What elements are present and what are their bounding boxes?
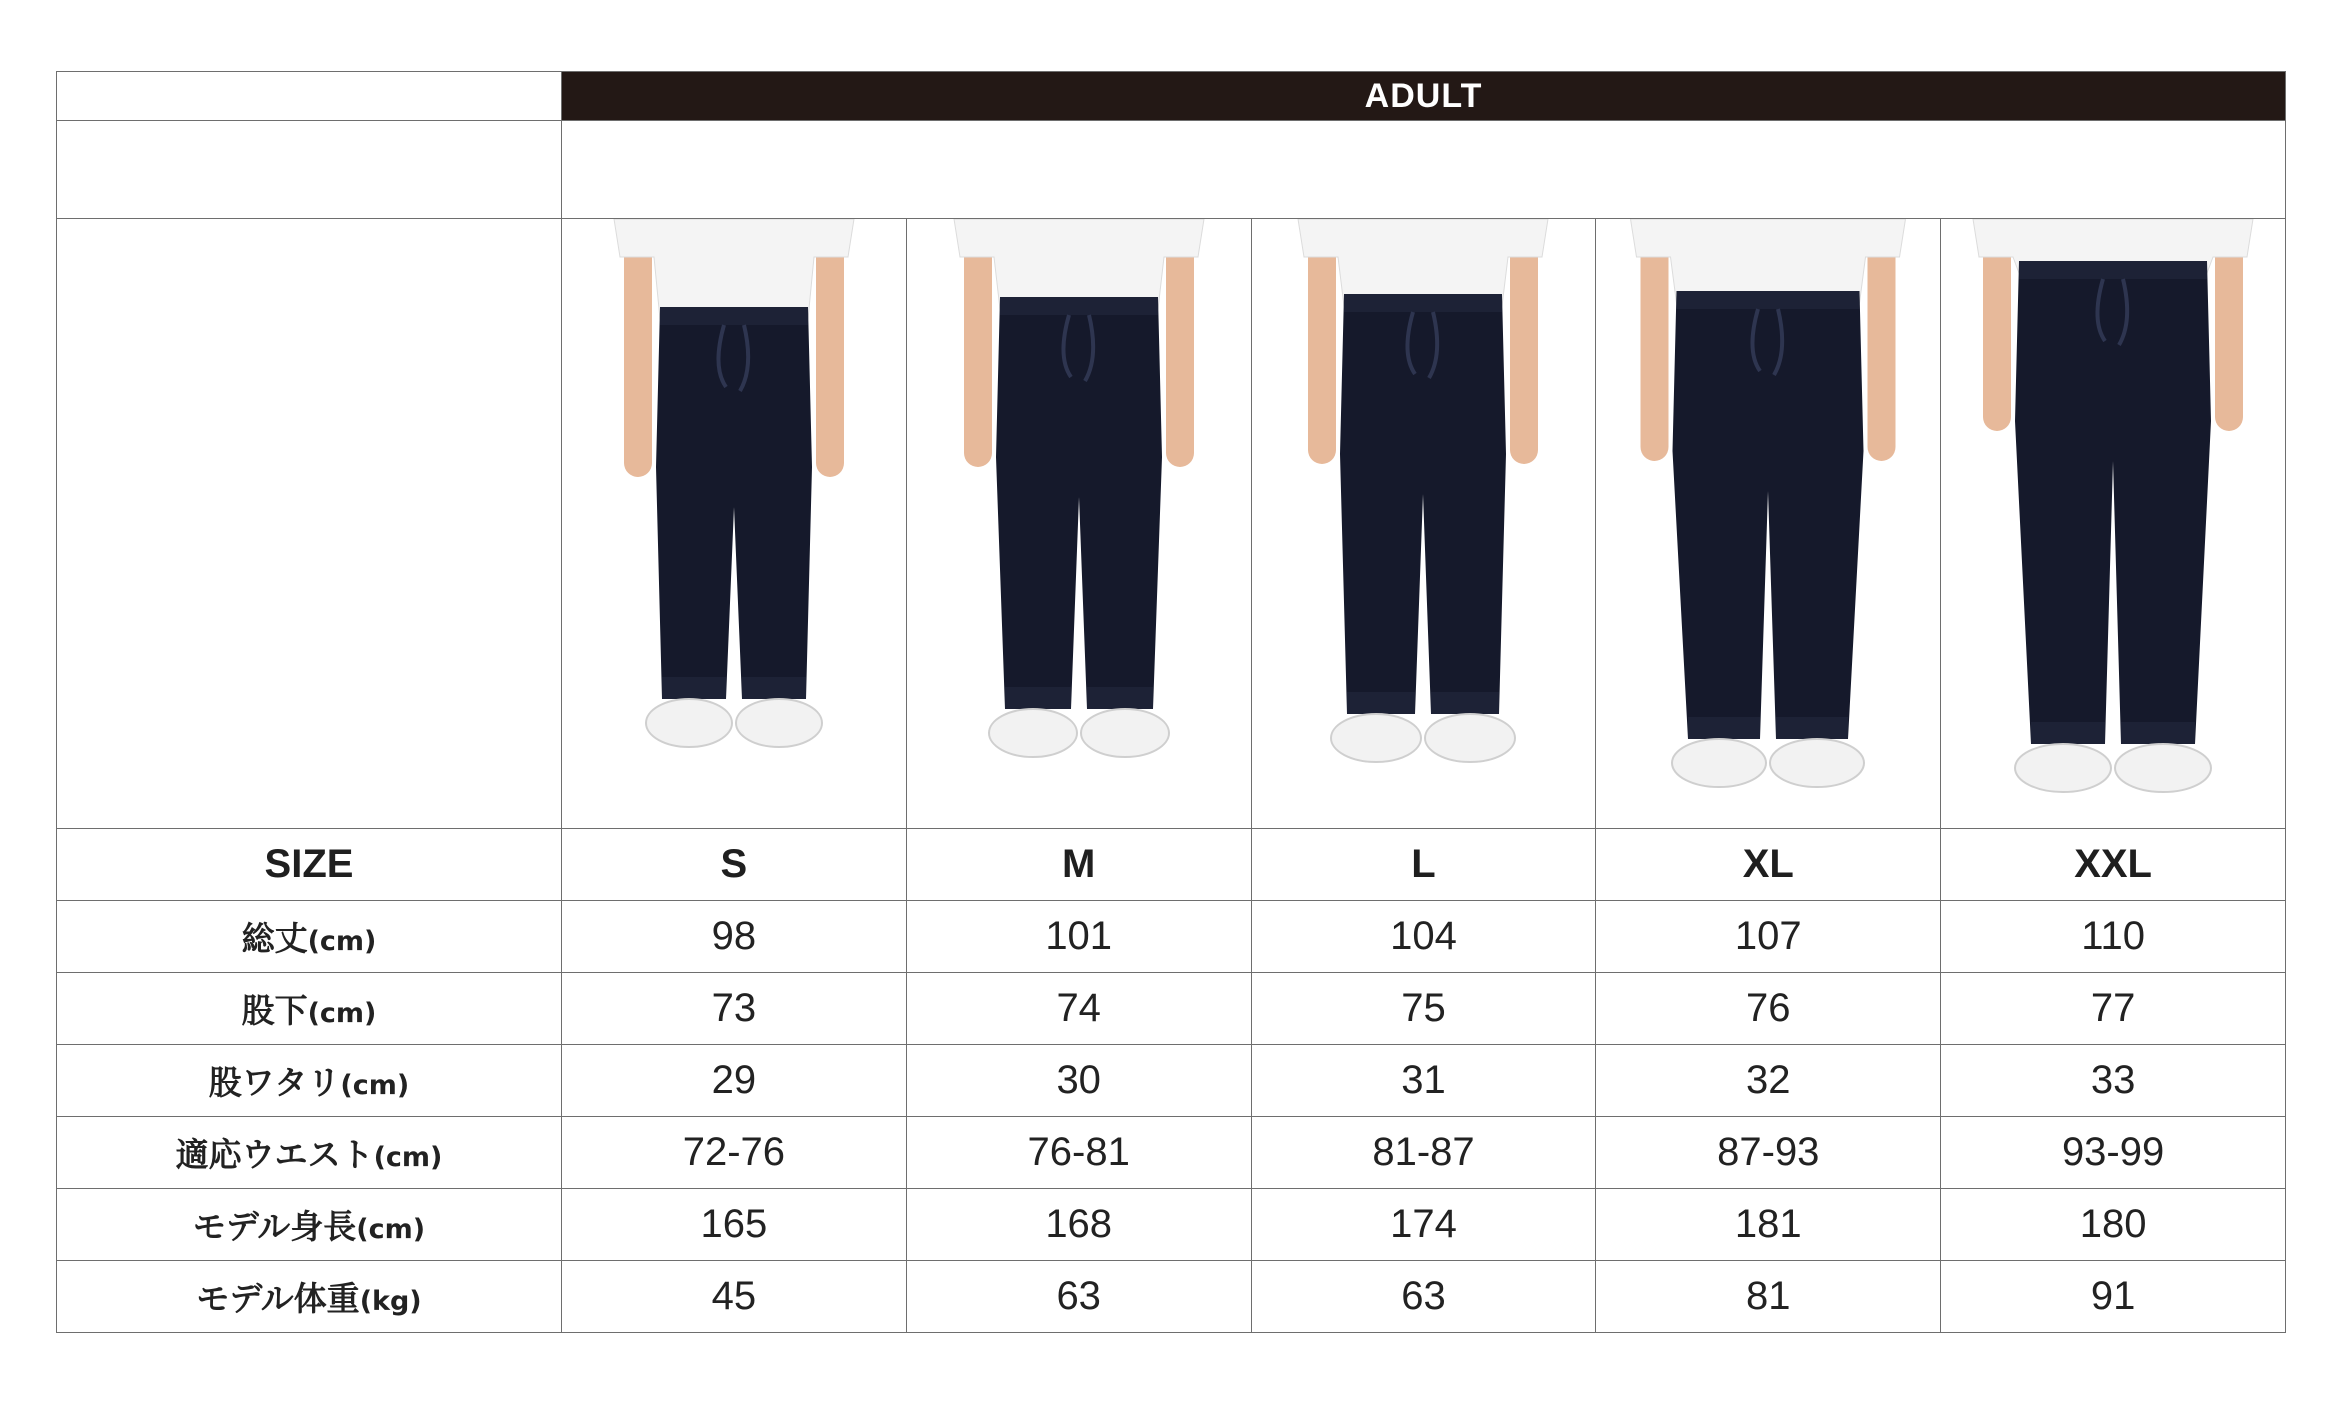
value-cell: 73	[562, 973, 907, 1045]
sweatpants-shape	[2015, 261, 2211, 744]
row-label-text: モデル身長	[192, 1207, 357, 1246]
header-row	[57, 72, 2286, 121]
blank-corner-cell	[57, 121, 562, 219]
sweatpants-shape	[656, 307, 812, 699]
row-label-total-length	[57, 901, 562, 973]
value-cell: 110	[1941, 901, 2286, 973]
left-cuff	[662, 677, 726, 699]
model-photo-s	[562, 219, 907, 829]
value-cell: 81	[1596, 1261, 1941, 1333]
model-photo-row	[57, 219, 2286, 829]
right-arm	[1166, 239, 1194, 467]
left-cuff	[1347, 692, 1415, 714]
adult-header: ADULT	[562, 72, 2286, 121]
model-image-l	[1278, 219, 1568, 828]
left-shoe	[1672, 739, 1766, 787]
row-label-text: 総丈	[241, 919, 308, 958]
photo-corner-cell	[57, 219, 562, 829]
right-arm	[1868, 239, 1896, 461]
value-cell: 174	[1251, 1189, 1596, 1261]
row-label-thigh-width	[57, 1045, 562, 1117]
model-image-xl	[1623, 219, 1913, 828]
value-cell: 93-99	[1941, 1117, 2286, 1189]
sweatpants-shape	[1673, 291, 1864, 739]
shirt-shape	[1631, 219, 1906, 303]
value-cell: 76-81	[906, 1117, 1251, 1189]
value-cell: 33	[1941, 1045, 2286, 1117]
row-label-waist-fit	[57, 1117, 562, 1189]
value-cell: 98	[562, 901, 907, 973]
value-cell: 81-87	[1251, 1117, 1596, 1189]
left-arm	[1308, 239, 1336, 464]
right-shoe	[736, 699, 822, 747]
left-shoe	[989, 709, 1077, 757]
value-cell: 181	[1596, 1189, 1941, 1261]
value-cell: 29	[562, 1045, 907, 1117]
value-cell: 104	[1251, 901, 1596, 973]
model-image-xxl	[1968, 219, 2258, 828]
size-label-xxl: XXL	[1941, 829, 2286, 901]
size-label-s: S	[562, 829, 907, 901]
value-cell: 87-93	[1596, 1117, 1941, 1189]
right-arm	[2215, 239, 2243, 431]
row-label-model-height	[57, 1189, 562, 1261]
left-arm	[964, 239, 992, 467]
model-photo-l	[1251, 219, 1596, 829]
value-cell: 168	[906, 1189, 1251, 1261]
sweatpants-shape	[996, 297, 1162, 709]
waistband	[1000, 297, 1158, 315]
row-waist-fit	[57, 1117, 2286, 1189]
blank-row	[57, 121, 2286, 219]
row-label-unit: (kg)	[359, 1286, 422, 1317]
right-shoe	[1425, 714, 1515, 762]
right-cuff	[1431, 692, 1499, 714]
row-label-text: 適応ウエスト	[175, 1135, 374, 1174]
value-cell: 180	[1941, 1189, 2286, 1261]
right-cuff	[1087, 687, 1153, 709]
value-cell: 63	[906, 1261, 1251, 1333]
row-label-text: 股下	[241, 991, 308, 1030]
right-shoe	[1770, 739, 1864, 787]
right-shoe	[1081, 709, 1169, 757]
row-model-height	[57, 1189, 2286, 1261]
right-cuff	[742, 677, 806, 699]
value-cell: 91	[1941, 1261, 2286, 1333]
row-label-text: 股ワタリ	[208, 1063, 341, 1102]
right-arm	[1510, 239, 1538, 464]
row-label-unit: (cm)	[356, 1214, 426, 1245]
right-arm	[816, 239, 844, 477]
value-cell: 45	[562, 1261, 907, 1333]
row-model-weight	[57, 1261, 2286, 1333]
left-cuff	[1005, 687, 1071, 709]
value-cell: 76	[1596, 973, 1941, 1045]
size-label-l: L	[1251, 829, 1596, 901]
left-shoe	[1331, 714, 1421, 762]
waistband	[660, 307, 808, 325]
sweatpants-shape	[1340, 294, 1506, 714]
row-thigh-width	[57, 1045, 2286, 1117]
left-arm	[624, 239, 652, 477]
left-cuff	[2031, 722, 2105, 744]
waistband	[1677, 291, 1860, 309]
row-label-unit: (cm)	[307, 926, 377, 957]
row-label-unit: (cm)	[340, 1070, 410, 1101]
row-label-text: モデル体重	[196, 1279, 360, 1318]
model-image-s	[589, 219, 879, 828]
value-cell: 165	[562, 1189, 907, 1261]
row-label-unit: (cm)	[307, 998, 377, 1029]
model-photo-m	[906, 219, 1251, 829]
blank-band-cell	[562, 121, 2286, 219]
value-cell: 75	[1251, 973, 1596, 1045]
value-cell: 101	[906, 901, 1251, 973]
value-cell: 72-76	[562, 1117, 907, 1189]
model-photo-xxl	[1941, 219, 2286, 829]
model-photo-xl	[1596, 219, 1941, 829]
size-table	[56, 71, 2286, 1333]
left-shoe	[646, 699, 732, 747]
right-cuff	[2121, 722, 2195, 744]
size-label-xl: XL	[1596, 829, 1941, 901]
model-image-m	[934, 219, 1224, 828]
size-header-label: SIZE	[57, 829, 562, 901]
value-cell: 32	[1596, 1045, 1941, 1117]
left-arm	[1641, 239, 1669, 461]
row-label-inseam	[57, 973, 562, 1045]
header-corner-cell	[57, 72, 562, 121]
value-cell: 30	[906, 1045, 1251, 1117]
value-cell: 74	[906, 973, 1251, 1045]
left-arm	[1983, 239, 2011, 431]
size-row	[57, 829, 2286, 901]
row-inseam	[57, 973, 2286, 1045]
value-cell: 31	[1251, 1045, 1596, 1117]
waistband	[1344, 294, 1502, 312]
value-cell: 77	[1941, 973, 2286, 1045]
row-label-unit: (cm)	[373, 1142, 443, 1173]
left-cuff	[1688, 717, 1760, 739]
size-label-m: M	[906, 829, 1251, 901]
left-shoe	[2015, 744, 2111, 792]
row-label-model-weight	[57, 1261, 562, 1333]
size-chart	[56, 71, 2285, 1333]
right-cuff	[1776, 717, 1848, 739]
value-cell: 107	[1596, 901, 1941, 973]
right-shoe	[2115, 744, 2211, 792]
waistband	[2019, 261, 2207, 279]
row-total-length	[57, 901, 2286, 973]
value-cell: 63	[1251, 1261, 1596, 1333]
